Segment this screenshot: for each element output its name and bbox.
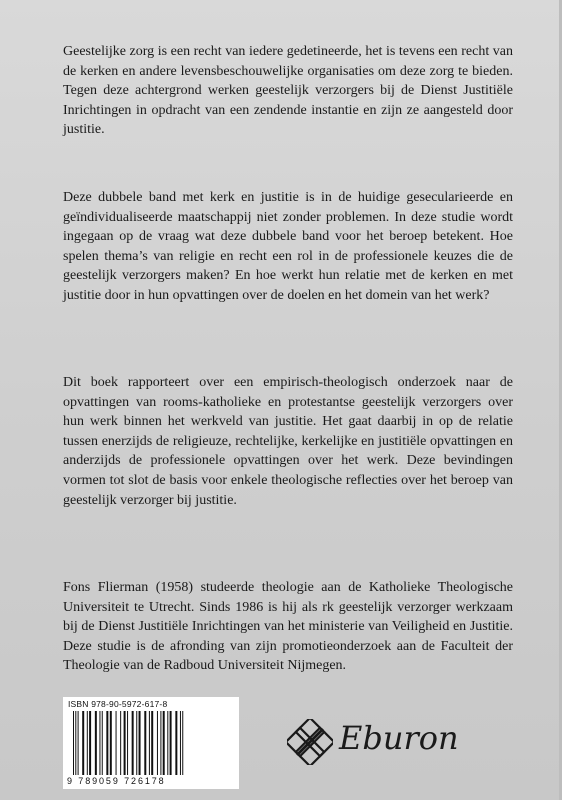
barcode [71, 711, 233, 775]
description-paragraph-1: Geestelijke zorg is een recht van iedere gedetineerde, het is tevens een recht van de kerken en andere levensbeschouwelijke organisaties om deze zorg te bieden. Tegen deze achtergrond werken geestelijk verzorgers bij de Dienst Justitiële Inrichtingen in opdracht van een zendende instantie en zijn ze aangesteld door justitie. [63, 44, 513, 138]
description-paragraph-2: Deze dubbele band met kerk en justitie is in de huidige gesecularieerde en geïndividualiseerde maatschappij niet zonder problemen. In deze studie wordt ingegaan op de vraag wat deze dubbele band voor het beroep betekent. Hoe spelen thema’s van religie en recht een rol in de professionele keuzes die de geestelijk verzorgers maken? En hoe werkt hun relatie met de kerken en met justitie door in hun opvattingen over de doelen en het domein van het werk? [63, 190, 513, 303]
barcode-digits: 9 789059 726178 [67, 776, 166, 786]
isbn-label: ISBN 978-90-5972-617-8 [68, 699, 168, 709]
description-paragraph-3: Dit boek rapporteert over een empirisch-theologisch onderzoek naar de opvattingen van rooms-katholieke en protestantse geestelijk verzorgers over hun werk binnen het werkveld van justitie. Het gaat daarbij in op de relatie tussen enerzijds de religieuze, rechtelijke, kerkelijke en justitiële opvattingen en anderzijds de professionele opvattingen over het werk. Deze bevindingen vormen tot slot de basis voor enkele theologische reflecties over het beroep van geestelijk verzorger bij justitie. [63, 375, 513, 508]
author-bio-paragraph: Fons Flierman (1958) studeerde theologie aan de Katholieke Theologische Universiteit te Utrecht. Sinds 1986 is hij als rk geestelijk verzorger werkzaam bij de Dienst Justitiële Inrichtingen van het ministerie van Veiligheid en Justitie. Deze studie is de afronding van zijn promotieonderzoek aan de Faculteit der Theologie van de Radboud Universiteit Nijmegen. [63, 580, 513, 674]
publisher-name: Eburon [339, 719, 459, 757]
barcode-block [63, 697, 239, 789]
publisher-logo [287, 717, 507, 769]
eburon-logo-icon [287, 719, 333, 765]
